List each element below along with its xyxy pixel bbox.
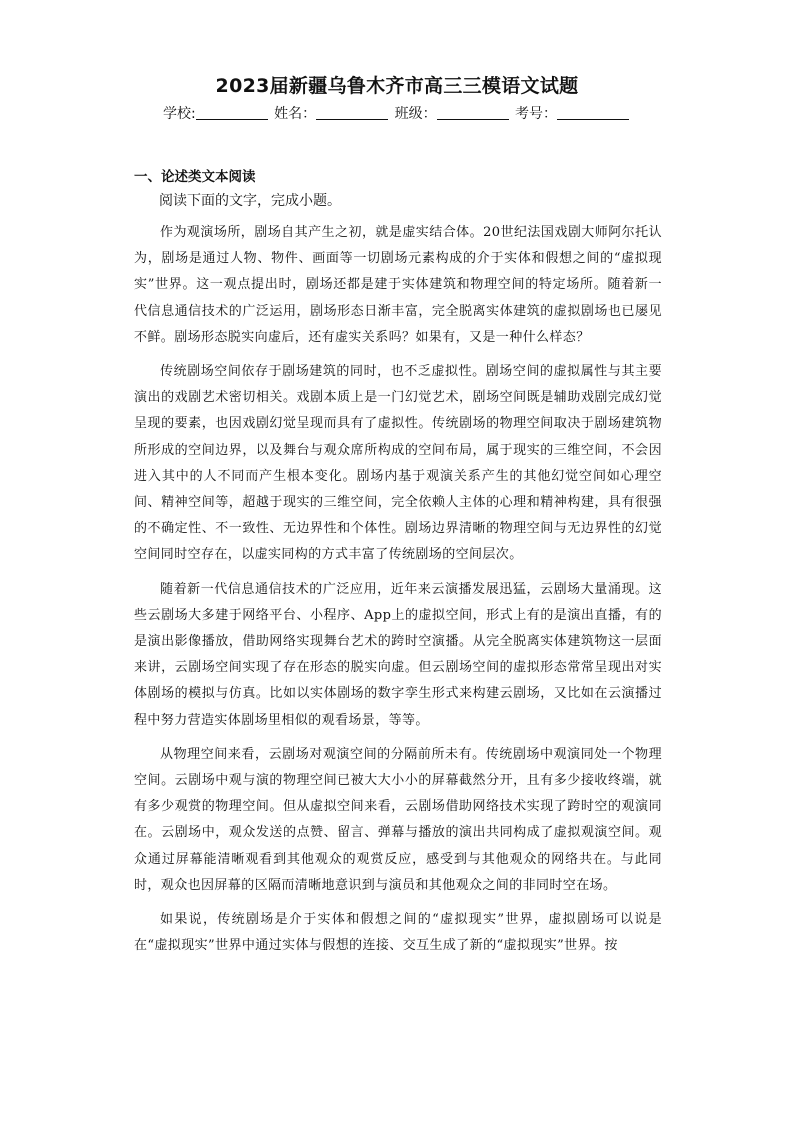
passage-paragraph: 如果说，传统剧场是介于实体和假想之间的“虚拟现实”世界，虚拟剧场可以说是在“虚拟现实”世界中通过实体与假想的连接、交互生成了新的“虚拟现实”世界。按 [134, 912, 662, 954]
student-info-line [0, 103, 794, 123]
school-label: 学校: [162, 106, 196, 122]
name-label: 姓名： [274, 106, 317, 122]
passage-paragraph: 作为观演场所，剧场自其产生之初，就是虚实结合体。20世纪法国戏剧大师阿尔托认为，剧场是通过人物、物件、画面等一切剧场元素构成的介于实体和假想之间的“虚拟现实”世界。这一观点提出时，剧场还都是建于实体建筑和物理空间的特定场所。随着新一代信息通信技术的广泛运用，剧场形态日渐丰富，完全脱离实体建筑的虚拟剧场也已屡见不鲜。剧场形态脱实向虚后，还有虚实关系吗？如果有，又是一种什么样态？ [134, 225, 662, 345]
section-heading: 一、论述类文本阅读 [134, 169, 256, 185]
passage-paragraph: 随着新一代信息通信技术的广泛应用，近年来云演播发展迅猛，云剧场大量涌现。这些云剧场大多建于网络平台、小程序、App上的虚拟空间，形式上有的是演出直播，有的是演出影像播放，借助网络实现舞台艺术的跨时空演播。从完全脱离实体建筑物这一层面来讲，云剧场空间实现了存在形态的脱实向虚。但云剧场空间的虚拟形态常常呈现出对实体剧场的模拟与仿真。比如以实体剧场的数字孪生形式来构建云剧场，又比如在云演播过程中努力营造实体剧场里相似的观看场景，等等。 [134, 581, 662, 728]
reading-passage [134, 220, 662, 967]
exam-number-blank [557, 107, 629, 120]
passage-paragraph: 传统剧场空间依存于剧场建筑的同时，也不乏虚拟性。剧场空间的虚拟属性与其主要演出的戏剧艺术密切相关。戏剧本质上是一门幻觉艺术，剧场空间既是辅助戏剧完成幻觉呈现的要素，也因戏剧幻觉呈现而具有了虚拟性。传统剧场的物理空间取决于剧场建筑物所形成的空间边界，以及舞台与观众席所构成的空间布局，属于现实的三维空间，不会因进入其中的人不同而产生根本变化。剧场内基于观演关系产生的其他幻觉空间如心理空间、精神空间等，超越于现实的三维空间，完全依赖人主体的心理和精神构建，具有很强的不确定性、不一致性、无边界性和个体性。剧场边界清晰的物理空间与无边界性的幻觉空间同时空存在，以虚实同构的方式丰富了传统剧场的空间层次。 [134, 364, 662, 563]
class-blank [437, 107, 509, 120]
exam-title: 2023届新疆乌鲁木齐市高三三模语文试题 [215, 75, 579, 97]
school-blank [196, 107, 268, 120]
name-blank [316, 107, 388, 120]
section-instruction: 阅读下面的文字，完成小题。 [159, 193, 341, 209]
class-label: 班级： [394, 106, 437, 122]
exam-number-label: 考号： [515, 106, 558, 122]
passage-paragraph: 从物理空间来看，云剧场对观演空间的分隔前所未有。传统剧场中观演同处一个物理空间。云剧场中观与演的物理空间已被大大小小的屏幕截然分开，且有多少接收终端，就有多少观赏的物理空间。但从虚拟空间来看，云剧场借助网络技术实现了跨时空的观演同在。云剧场中，观众发送的点赞、留言、弹幕与播放的演出共同构成了虚拟观演空间。观众通过屏幕能清晰观看到其他观众的观赏反应，感受到与其他观众的网络共在。与此同时，观众也因屏幕的区隔而清晰地意识到与演员和其他观众之间的非同时空在场。 [134, 746, 662, 893]
